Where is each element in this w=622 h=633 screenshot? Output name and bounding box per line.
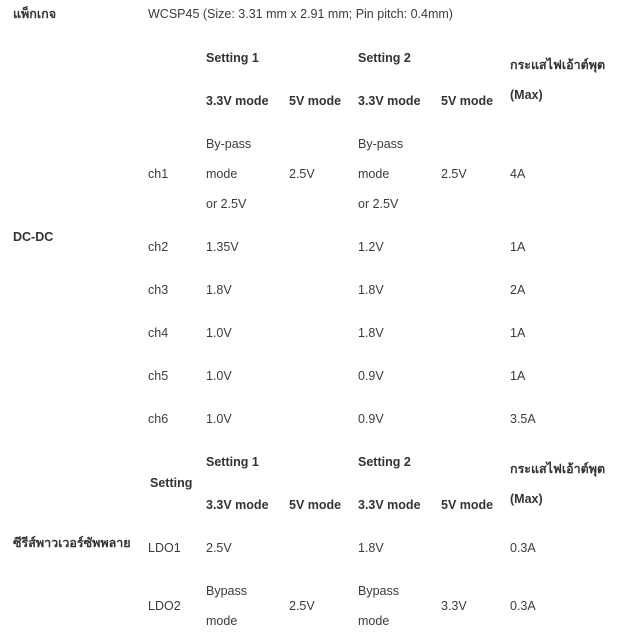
ldo-row-ldo2-s1-33-line1: Bypass <box>206 584 247 598</box>
dcdc-row-ch2-channel: ch2 <box>148 240 169 254</box>
dcdc-row-ch1-s2-5: 2.5V <box>441 167 467 181</box>
dcdc-s1-mode-33: 3.3V mode <box>206 94 269 108</box>
dcdc-row-ch3-s2-33: 1.8V <box>358 283 384 297</box>
ldo-row-ldo2-s2-33-line2: mode <box>358 614 390 628</box>
dcdc-s2-mode-33: 3.3V mode <box>358 94 421 108</box>
dcdc-row-ch5-max: 1A <box>510 369 526 383</box>
dcdc-row-ch3-channel: ch3 <box>148 283 169 297</box>
dcdc-row-ch4-s1-33: 1.0V <box>206 326 232 340</box>
dcdc-row-ch5-s2-33: 0.9V <box>358 369 384 383</box>
ldo-row-ldo1-s1-33: 2.5V <box>206 541 232 555</box>
ldo-s1-mode-33: 3.3V mode <box>206 498 269 512</box>
ldo-s2-mode-5: 5V mode <box>441 498 494 512</box>
ldo-current-header: กระแสไฟเอ้าต์พุต <box>510 462 606 476</box>
ldo-setting2-header: Setting 2 <box>358 455 411 469</box>
dcdc-row-ch4-max: 1A <box>510 326 526 340</box>
dcdc-s1-mode-5: 5V mode <box>289 94 342 108</box>
dcdc-row-ch1-max: 4A <box>510 167 526 181</box>
dcdc-row-ch4-s2-33: 1.8V <box>358 326 384 340</box>
dcdc-row-ch1-s1-33-line3: or 2.5V <box>206 197 247 211</box>
dcdc-row-ch2-s2-33: 1.2V <box>358 240 384 254</box>
ldo-row-ldo2-max: 0.3A <box>510 599 536 613</box>
dcdc-row-ch6-s2-33: 0.9V <box>358 412 384 426</box>
dcdc-s2-mode-5: 5V mode <box>441 94 494 108</box>
package-label: แพ็กเกจ <box>13 7 57 21</box>
dcdc-setting2-header: Setting 2 <box>358 51 411 65</box>
dcdc-row-ch2-s1-33: 1.35V <box>206 240 239 254</box>
dcdc-row-ch1-s1-33-line1: By-pass <box>206 137 252 151</box>
dcdc-row-ch6-max: 3.5A <box>510 412 536 426</box>
ldo-s1-mode-5: 5V mode <box>289 498 342 512</box>
dcdc-setting1-header: Setting 1 <box>206 51 259 65</box>
dcdc-row-ch4-channel: ch4 <box>148 326 169 340</box>
ldo-s2-mode-33: 3.3V mode <box>358 498 421 512</box>
dcdc-current-header: กระแสไฟเอ้าต์พุต <box>510 58 606 72</box>
dcdc-row-ch2-max: 1A <box>510 240 526 254</box>
dcdc-section-label: DC-DC <box>13 230 54 244</box>
dcdc-row-ch1-s2-33-line3: or 2.5V <box>358 197 399 211</box>
dcdc-row-ch1-channel: ch1 <box>148 167 169 181</box>
dcdc-row-ch6-s1-33: 1.0V <box>206 412 232 426</box>
dcdc-current-max: (Max) <box>510 88 543 102</box>
dcdc-row-ch3-s1-33: 1.8V <box>206 283 232 297</box>
ldo-row-ldo2-s2-5: 3.3V <box>441 599 467 613</box>
ldo-row-ldo2-s1-5: 2.5V <box>289 599 315 613</box>
dcdc-row-ch3-max: 2A <box>510 283 526 297</box>
ldo-current-max: (Max) <box>510 492 543 506</box>
dcdc-row-ch1-s2-33-line2: mode <box>358 167 390 181</box>
ldo-row-ldo1-channel: LDO1 <box>148 541 181 555</box>
package-value: WCSP45 (Size: 3.31 mm x 2.91 mm; Pin pitch: 0.4mm) <box>148 7 453 21</box>
ldo-row-ldo2-channel: LDO2 <box>148 599 181 613</box>
ldo-row-ldo2-s1-33-line2: mode <box>206 614 238 628</box>
dcdc-row-ch5-channel: ch5 <box>148 369 169 383</box>
dcdc-row-ch5-s1-33: 1.0V <box>206 369 232 383</box>
ldo-row-ldo1-s2-33: 1.8V <box>358 541 384 555</box>
dcdc-row-ch1-s1-5: 2.5V <box>289 167 315 181</box>
ldo-section-label: ซีรีส์พาวเวอร์ซัพพลาย <box>13 536 131 550</box>
dcdc-row-ch1-s2-33-line1: By-pass <box>358 137 404 151</box>
dcdc-row-ch6-channel: ch6 <box>148 412 169 426</box>
dcdc-row-ch1-s1-33-line2: mode <box>206 167 238 181</box>
ldo-row-ldo2-s2-33-line1: Bypass <box>358 584 399 598</box>
ldo-setting-header: Setting <box>150 476 193 490</box>
ldo-setting1-header: Setting 1 <box>206 455 259 469</box>
ldo-row-ldo1-max: 0.3A <box>510 541 536 555</box>
